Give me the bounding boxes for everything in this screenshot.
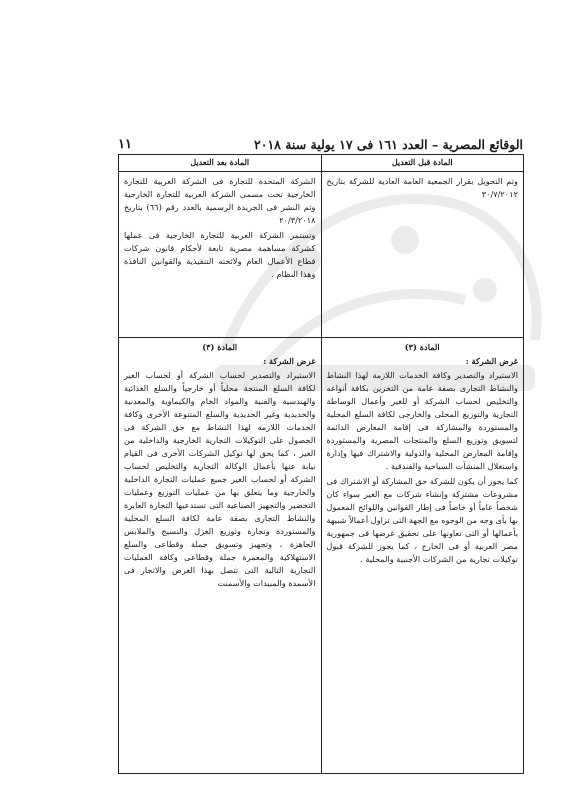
- amendment-table: [118, 154, 524, 774]
- before-row2-text-1: الاستيراد والتصدير وكافة الخدمات اللازمة لهذا النشاط والنشاط التجارى بصفة عامة من التخزين بكافة أنواعه والتخليص لحساب الشركة أو للغير وأعمال الوساطة التجارية والتوزيع المحلى والخارجى لكافة السلع المحلية والمستوردة والمشاركة فى إقامة المعارض الدائمة لتسويق وتوزيع السلع والمنتجات المصرية والمستوردة وإقامة المعارض المحلية والدولية والاشتراك فيها وإدارة واستغلال المنشآت السياحية والفندقية .: [326, 370, 518, 471]
- gazette-title: الوقائع المصرية – العدد ١٦١ فى ١٧ يولية سنة ٢٠١٨: [254, 137, 523, 152]
- after-row2-text-1: الاستيراد والتصدير لحساب الشركة أو لحساب الغير لكافة السلع المنتجة محلياً أو خارجياً والسلع الغذائية والهندسية والفنية والمواد الخام والكيماوية والمعدنية والحديدية وغير الحديدية والسلع المتنوعة الأخرى وكافة الخدمات اللازمة لهذا النشاط مع حق الشركة فى الحصول على التوكيلات التجارية الخارجية والداخلية من الغير ، كما يحق لها توكيل الشركات الأخرى فى القيام نيابة عنها بأعمال الوكالة التجارية والتخليص لحساب الشركة أو لحساب الغير جميع عمليات التجارة الداخلية والخارجية وما يتعلق بها من عمليات التوزيع وعمليات التحضير والتجهيز الصناعية التى تستدعيها التجارة العابرة والنشاط التجارى بصفة عامة لكافة السلع المحلية والمستوردة وتجارة وتوزيع الغزل والنسيج والملابس الجاهزة ، وتجهيز وتسويق جملة وقطاعى والسلع الاستهلاكية والمعمرة جملة وقطاعى وكافة العمليات التجارية التالية التى تتصل بهذا الغرض والاتجار فى الأسمدة والمبيدات والأسمنت: [124, 370, 316, 588]
- cell-before-row2: [321, 338, 524, 774]
- before-row2-text-2: كما يجوز أن يكون للشركة حق المشاركة أو الاشتراك فى مشروعات مشتركة وإنشاء شركات مع الغير سواء كان شخصاً عاماً أو خاصاً فى إطار القوانين واللوائح المعمول بها بأى وجه من الوجوه مع الجهة التى تزاول أعمالاً شبيهة بأعمالها أو التى تعاونها على تحقيق غرضها فى جمهورية مصر العربية أو فى الخارج ، كما يجوز للشركة قبول توكيلات تجارية من الشركات الأجنبية والمحلية .: [326, 476, 518, 564]
- table-header-row: [119, 155, 524, 172]
- column-header-before: المادة قبل التعديل: [321, 155, 524, 172]
- table-row: [119, 338, 524, 774]
- before-row1-text: وتم التحويل بقرار الجمعية العامة العادية للشركة بتاريخ ٣٠/٧/٢٠١٢: [326, 176, 518, 199]
- page-header: [118, 126, 523, 152]
- after-row1-text-2: وتستمر الشركة العربية للتجارة الخارجية فى عملها كشركة مساهمة مصرية تابعة لأحكام قانون شركات قطاع الأعمال العام ولائحته التنفيذية والقوانين النافذة وهذا النظام .: [124, 230, 316, 279]
- article-number-before: المادة (٣): [404, 342, 440, 352]
- column-header-after: المادة بعد التعديل: [119, 155, 322, 172]
- after-row1-text-1: الشركة المتحدة للتجارة فى الشركة العربية للتجارة الخارجية تحت مسمى الشركة العربية للتجارة الخارجية وتم النشر فى الجريدة الرسمية بالعدد رقم (٦٦) بتاريخ ٢٠/٣/٢٠١٨: [124, 176, 316, 225]
- page-number: ١١: [118, 137, 132, 152]
- cell-before-row1: [321, 172, 524, 338]
- purpose-heading-after: غرض الشركة :: [263, 356, 316, 366]
- cell-after-row1: [119, 172, 322, 338]
- purpose-heading-before: غرض الشركة :: [465, 356, 518, 366]
- table-row: [119, 172, 524, 338]
- cell-after-row2: [119, 338, 322, 774]
- article-number-after: المادة (٣): [202, 342, 238, 352]
